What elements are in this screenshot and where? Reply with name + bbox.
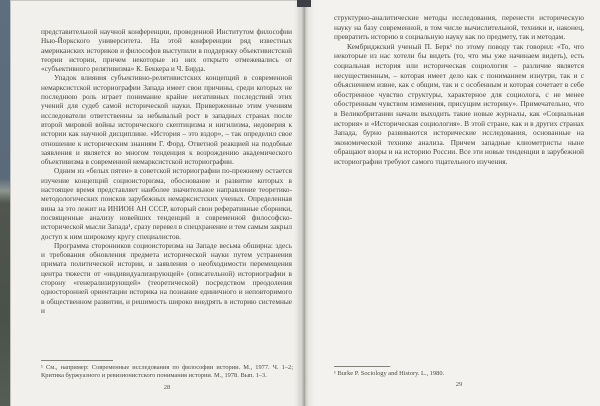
page-gutter [294, 0, 314, 406]
paragraph: Кембриджский ученый П. Берк¹ по этому поводу так говорил: «То, что некоторые из нас хотели бы видеть (то, что мы уже начинаем видеть), есть социальная история или историческая социология – различие является несущественным, – которая имеет дело как с пониманием изнутри, так и с объяснением извне, как с общим, так и с особенным и которая сочетает в себе обостренное чувство структуры, характерное для социолога, с не менее обостренным чувством изменения, присущим историку». Примечательно, что в Великобритании начали выходить такие новые журналы, как «Социальная история» и «Историческая социология». В этой стране, как и в других странах Запада, бурно развиваются исторические исследования, основанные на экономической технике анализа. Причем западные клиометристы ныне обращают взоры и на историю России. Все эти новые тенденции в зарубежной историографии требуют самого тщательного изучения. [334, 41, 584, 166]
right-page [308, 0, 600, 406]
left-page-number: 28 [163, 384, 171, 391]
paragraph: структурно-аналитические методы исследования, перенести историческую науку на базу современной, в том числе вычислительной, техники и, наконец, превратить историю в социальную науку как по предмету, так и методам. [334, 13, 584, 42]
footnote-divider [334, 366, 390, 367]
right-page-text-block [308, 0, 600, 167]
footnote-divider [41, 360, 113, 361]
paragraph: Упадок влияния субъективно-релятивистских концепций в современной немарксистской историографии Запада имеет свои причины, среди которых не последнюю роль играет понимание крайне негативных последствий этих учений для судеб самой исторической науки. Приверженные этим учениям исследователи ответственны за небывалый рост в западных странах после второй мировой войны исторического скептицизма и нигилизма, недоверия к истории как научной дисциплине. «История – это вздор», – так определил свое отношение к историческим знаниям Г. Форд. Ответной реакцией на подобные заявления и является во многом тенденция к возрождению академического объективизма в современной немарксистской историографии. [41, 73, 292, 167]
left-page [10, 0, 298, 406]
footnote-text: ¹ Burke P. Sociology and History. L., 1980. [334, 369, 445, 377]
gutter-top-binding-mark [297, 0, 311, 7]
footnote-text: ¹ См., например: Современные исследования по философии истории. М., 1977. Ч. 1–2; Критика буржуазного и ревизионистского понимания истории. М., 1978. Вып. 1–3. [41, 363, 293, 379]
book-spine-edge [0, 0, 10, 406]
left-page-footnote [41, 360, 293, 380]
left-page-text-block [11, 1, 298, 315]
right-page-footnote [334, 366, 584, 378]
paragraph: представительной научной конференции, проведенной Институтом философии Нью-Йоркского университета. На этой конференции ряд известных американских историков и философов выступили в поддержку объективистской теории истории, причем некоторые из них открыто отмежевались от «субъективного релятивизма» К. Беккера и Ч. Бирда. [41, 27, 292, 74]
right-page-number: 29 [455, 381, 463, 388]
paragraph: Одним из «белых пятен» в советской историографии по-прежнему остается изучение концепций социоисторизма, обоснование и развитие которых в настоящее время представляет наиболее значительное направление теоретико-методологических поисков зарубежных немарксистских ученых. Определенная вина за это лежит на ИНИОН АН СССР, который свои реферативные сборники, посвященные анализу новейших тенденций в современной философско-исторической мысли Запада¹, сразу перевел в спецхранение и тем самым закрыл доступ к ним широкому кругу специалистов. [41, 166, 292, 241]
paragraph: Программа сторонников социоисторизма на Западе весьма обширна: здесь и требования обновления предмета исторической науки путем устранения примата политической истории, и заявления о необходимости перемещения центра тяжести от «индивидуализирующей» (описательной) историографии в сторону «генерализирующей» (теоретической) посредством преодоления односторонней ориентации историка на познание единичного и неповторимого в общественном развитии, и решимость широко внедрять в историю системные и [41, 240, 292, 315]
